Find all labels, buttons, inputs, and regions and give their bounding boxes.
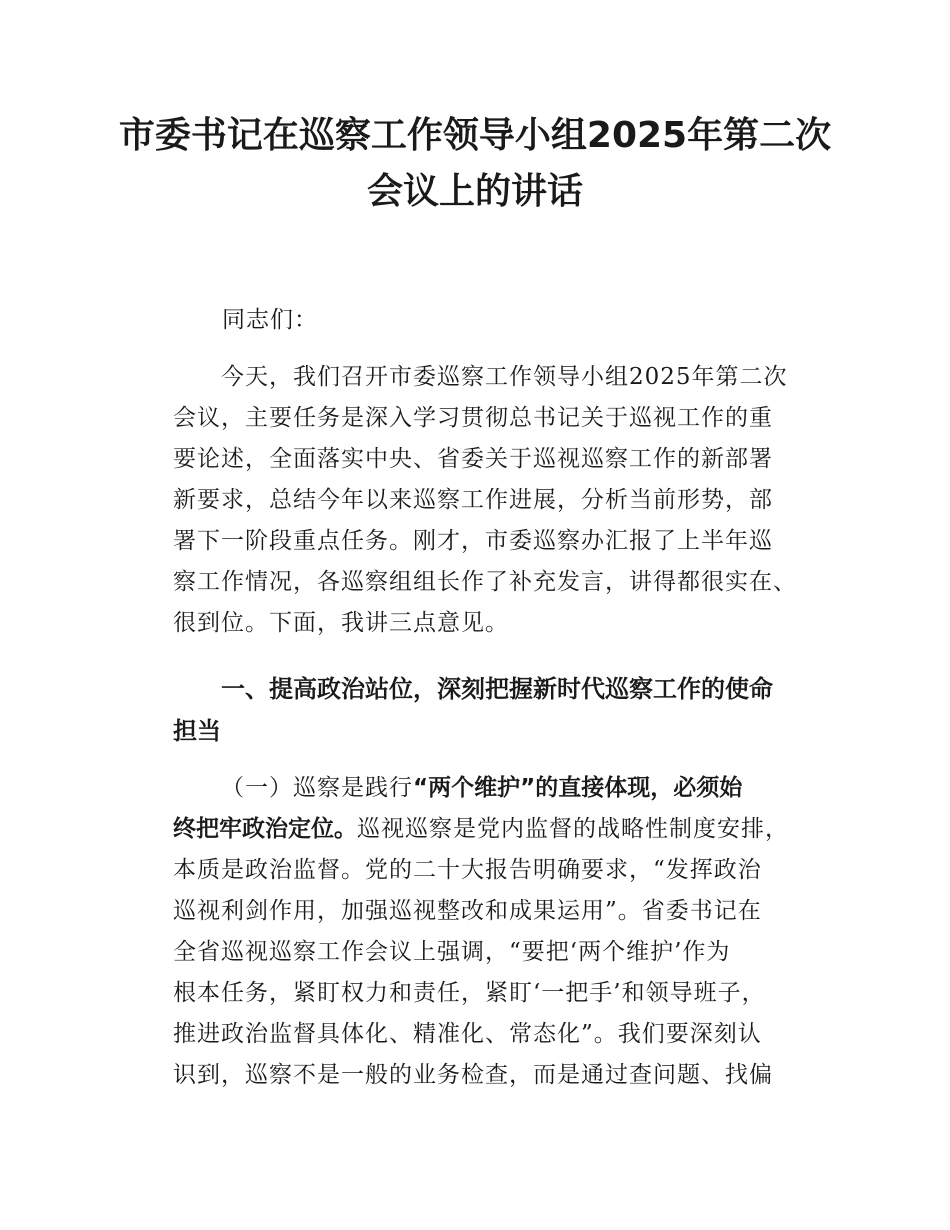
- paragraph-line: 推进政治监督具体化、精准化、常态化”。我们要深刻认: [173, 1021, 762, 1047]
- paragraph-line: [173, 768, 813, 809]
- document-title: [0, 108, 950, 220]
- paragraph-line: 今天，我们召开市委巡察工作领导小组2025年第二次: [221, 364, 788, 390]
- paragraph-line: 识到，巡察不是一般的业务检查，而是通过查问题、找偏: [173, 1062, 773, 1088]
- paragraph-line: 根本任务，紧盯权力和责任，紧盯‘一把手’和领导班子，: [173, 980, 766, 1006]
- section-heading-1: [173, 668, 813, 752]
- heading-line: 担当: [173, 717, 221, 745]
- title-line-1: 市委书记在巡察工作领导小组2025年第二次: [118, 115, 832, 156]
- paragraph-line: [173, 809, 813, 850]
- paragraph-line: 署下一阶段重点任务。刚才，市委巡察办汇报了上半年巡: [173, 528, 773, 554]
- paragraph-line: 会议，主要任务是深入学习贯彻总书记关于巡视工作的重: [173, 405, 773, 431]
- heading-line: 一、提高政治站位，深刻把握新时代巡察工作的使命: [221, 675, 773, 703]
- paragraph-text: 巡视巡察是党内监督的战略性制度安排，: [357, 816, 789, 842]
- paragraph-intro: [173, 357, 813, 644]
- paragraph-line: 新要求，总结今年以来巡察工作进展，分析当前形势，部: [173, 487, 773, 513]
- paragraph-line: 很到位。下面，我讲三点意见。: [173, 610, 509, 636]
- paragraph-line: 全省巡视巡察工作会议上强调，“要把‘两个维护’作为: [173, 939, 731, 965]
- subsection-lead-bold: 终把牢政治定位。: [173, 816, 357, 842]
- paragraph-line: 察工作情况，各巡察组组长作了补充发言，讲得都很实在、: [173, 569, 797, 595]
- paragraph-line: 本质是政治监督。党的二十大报告明确要求，“发挥政治: [173, 857, 762, 883]
- title-line-2: 会议上的讲话: [366, 171, 583, 212]
- salutation: 同志们：: [222, 307, 318, 333]
- paragraph-line: 巡视利剑作用，加强巡视整改和成果运用”。省委书记在: [173, 898, 762, 924]
- subsection-lead-bold: “两个维护”的直接体现，必须始: [413, 775, 743, 801]
- subsection-prefix: （一）巡察是践行: [221, 775, 413, 801]
- paragraph-line: 要论述，全面落实中央、省委关于巡视巡察工作的新部署: [173, 446, 773, 472]
- paragraph-subsection-1: [173, 768, 813, 1096]
